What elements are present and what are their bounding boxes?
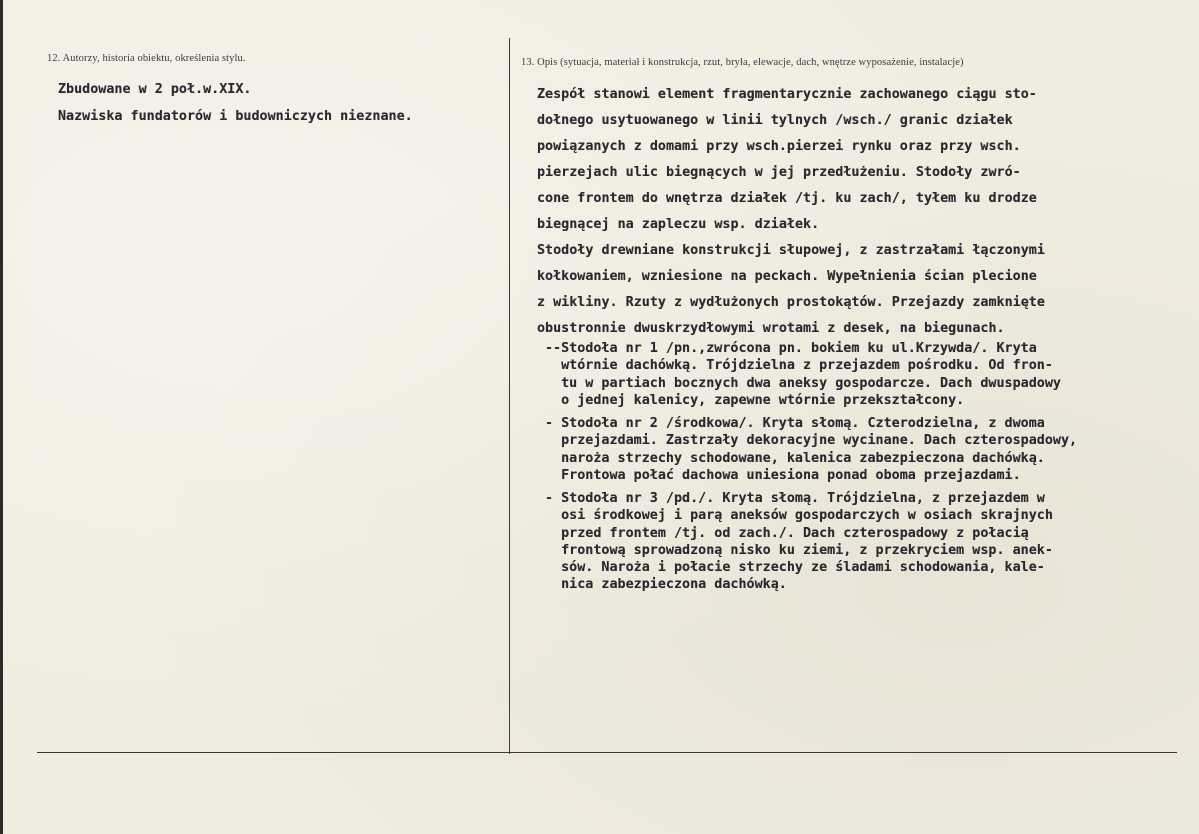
barn-1-description: --Stodoła nr 1 /pn.,zwrócona pn. bokiem ku ul.Krzywda/. Kryta wtórnie dachówką. Trójdzielna z przejazdem pośrodku. Od fron- tu w partiach bocznych dwa aneksy gospodarcze. Dach dwuspadowy o jednej kalenicy, zapewne wtórnie przekształcony. (545, 341, 1061, 408)
barn-2-description: - Stodoła nr 2 /środkowa/. Kryta słomą. Czterodzielna, z dwoma przejazdami. Zastrzały dekoracyjne wycinane. Dach czterospadowy, naroża strzechy schodowane, kalenica zabezpieczona dachówką. Frontowa połać dachowa uniesiona ponad oboma przejazdami. (545, 416, 1078, 483)
section-13-description: Zespół stanowi element fragmentarycznie zachowanego ciągu sto- dołnego usytuowanego w linii tylnych /wsch./ granic działek powiązanych z domami przy wsch.pierzei rynku oraz przy wsch. pierzejach ulic biegnących w jej przedłużeniu. Stodoły zwró- cone frontem do wnętrza działek /tj. ku zach/, tyłem ku drodze biegnącej na zapleczu wsp. działek. Stodoły drewniane konstrukcji słupowej, z zastrzałami łączonymi kołkowaniem, wzniesione na peckach. Wypełnienia ścian plecione z wikliny. Rzuty z wydłużonych prostokątów. Przejazdy zamknięte obustronnie dwuskrzydłowymi wrotami z desek, na biegunach. (537, 87, 1045, 336)
section-12-text: Zbudowane w 2 poł.w.XIX. Nazwiska fundatorów i budowniczych nieznane. (58, 82, 413, 124)
column-divider (509, 38, 510, 754)
page-edge-shadow (0, 0, 3, 834)
section-12-label: 12. Autorzy, historia obiektu, określenia stylu. (47, 53, 246, 64)
section-13-label: 13. Opis (sytuacja, materiał i konstrukcja, rzut, bryła, elewacje, dach, wnętrze wyposażenie, instalacje) (521, 57, 964, 68)
barn-3-description: - Stodoła nr 3 /pd./. Kryta słomą. Trójdzielna, z przejazdem w osi środkowej i parą aneksów gospodarczych w osiach skrajnych przed frontem /tj. od zach./. Dach czterospadowy z połacią frontową sprowadzoną nisko ku ziemi, z przekryciem wsp. anek- sów. Naroża i połacie strzechy ze śladami schodowania, kale- nica zabezpieczona dachówką. (545, 491, 1053, 593)
bottom-rule (37, 752, 1177, 753)
